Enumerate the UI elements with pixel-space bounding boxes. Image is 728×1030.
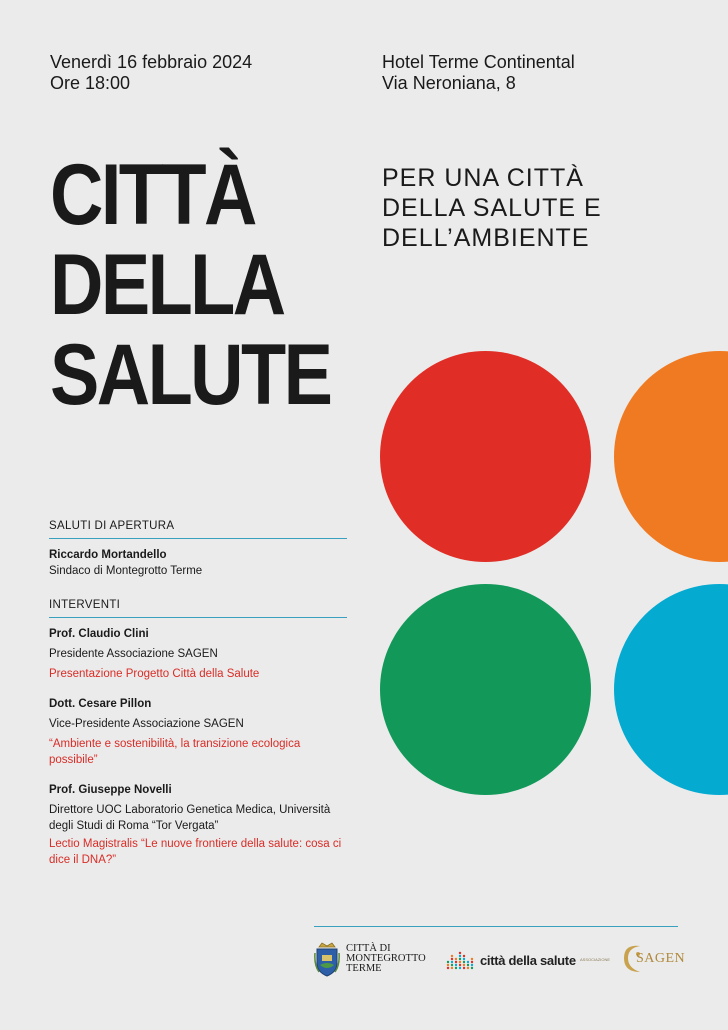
subtitle-line: PER UNA CITTÀ (382, 164, 584, 192)
event-venue-block (382, 52, 575, 94)
speaker-name: Dott. Cesare Pillon (49, 698, 152, 710)
dots-icon (446, 950, 474, 970)
montegrotto-line: TERME (346, 963, 382, 974)
event-date: Venerdì 16 febbraio 2024 (50, 52, 253, 72)
green-circle (380, 584, 591, 795)
program (49, 518, 347, 880)
citta-della-salute-text: città della salute (480, 953, 576, 968)
sagen-logo (580, 942, 684, 980)
subtitle (382, 163, 602, 253)
montegrotto-logo (314, 938, 439, 982)
speaker-role: Vice-Presidente Associazione SAGEN (49, 718, 244, 730)
event-venue: Hotel Terme Continental (382, 52, 575, 72)
talk-title: “Ambiente e sostenibilità, la transizione ecologica possibile” (49, 738, 301, 766)
footer-logos (314, 938, 684, 982)
speaker-block (49, 626, 347, 682)
subtitle-line: DELLA SALUTE E (382, 194, 602, 222)
main-title (50, 147, 331, 423)
speaker-name: Prof. Claudio Clini (49, 628, 149, 640)
speaker-role: Presidente Associazione SAGEN (49, 648, 218, 660)
sagen-small-text: ASSOCIAZIONE (580, 957, 611, 962)
montegrotto-line: MONTEGROTTO (346, 953, 426, 964)
title-line: SALUTE (50, 327, 331, 423)
blue-circle (614, 584, 728, 795)
speaker-block (49, 782, 347, 868)
footer-rule (314, 926, 678, 927)
speaker-block (49, 696, 347, 768)
citta-della-salute-logo (446, 948, 576, 972)
talk-title: Lectio Magistralis “Le nuove frontiere della salute: cosa ci dice il DNA?” (49, 838, 342, 866)
speaker-role: Sindaco di Montegrotto Terme (49, 565, 203, 577)
montegrotto-line: CITTÀ DI (346, 943, 391, 954)
subtitle-line: DELL’AMBIENTE (382, 224, 590, 252)
opening-speaker (49, 547, 347, 579)
event-time: Ore 18:00 (50, 73, 131, 93)
red-circle (380, 351, 591, 562)
event-address: Via Neroniana, 8 (382, 73, 516, 93)
event-date-block (50, 52, 252, 94)
speaker-role: Direttore UOC Laboratorio Genetica Medica, Università degli Studi di Roma “Tor Vergata” (49, 804, 331, 832)
title-line: DELLA (50, 237, 284, 333)
orange-circle (614, 351, 728, 562)
talks-heading: INTERVENTI (49, 597, 347, 618)
title-line: CITTÀ (50, 147, 255, 243)
sagen-text: SAGEN (636, 951, 686, 966)
speaker-name: Riccardo Mortandello (49, 549, 167, 561)
talk-title: Presentazione Progetto Città della Salute (49, 668, 260, 680)
speaker-name: Prof. Giuseppe Novelli (49, 784, 172, 796)
opening-heading: SALUTI DI APERTURA (49, 518, 347, 539)
crest-icon (314, 941, 340, 977)
